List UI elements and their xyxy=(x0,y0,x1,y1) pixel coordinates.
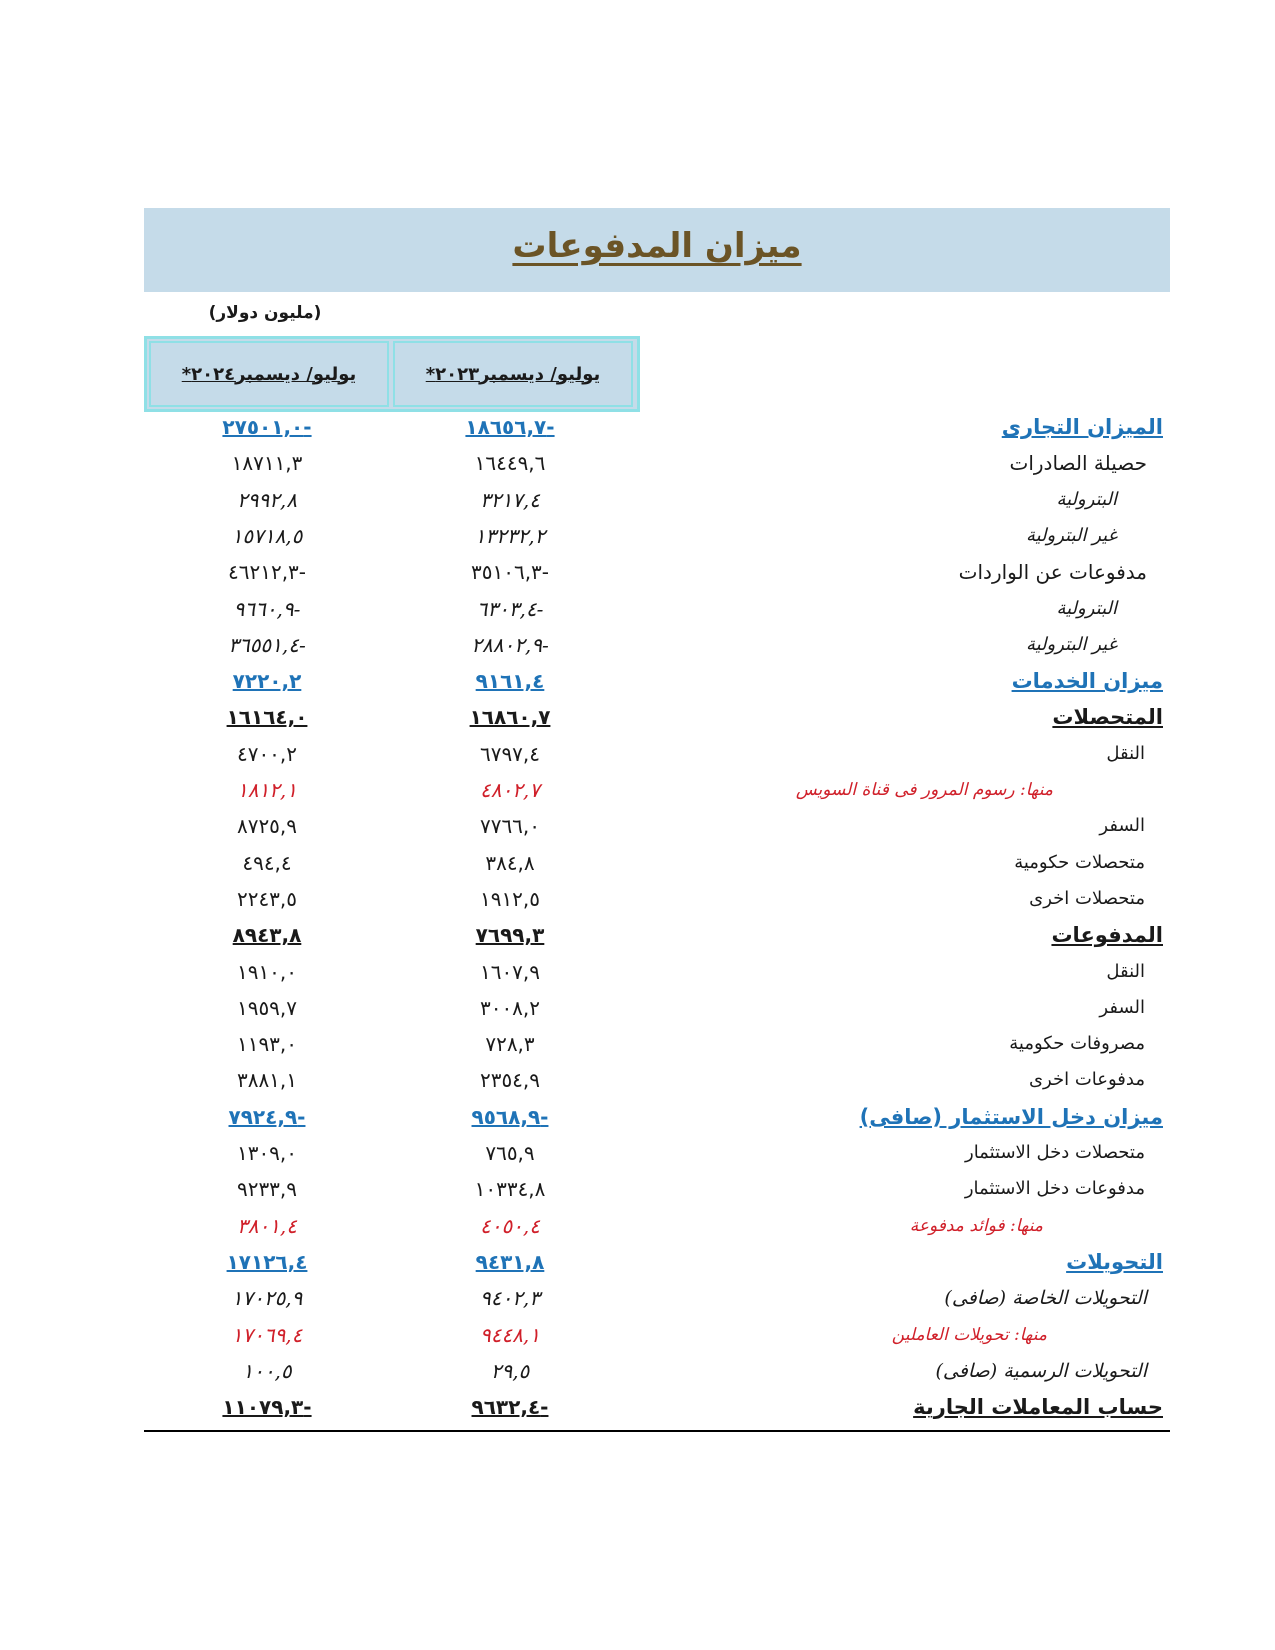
value-2024: ١٨١٢,١ xyxy=(236,778,298,802)
value-2024: ٤٧٠٠,٢ xyxy=(236,741,298,766)
value-2023: ٢٣٥٤,٩ xyxy=(479,1068,541,1093)
value-2023: ٣٥١٠٦,٣- xyxy=(470,560,550,585)
table-row xyxy=(0,990,1275,1026)
value-2023: ٢٨٨٠٢,٩- xyxy=(471,632,549,657)
value-2024: ٣٦٥٥١,٤- xyxy=(228,632,306,657)
column-header-2023: يوليو/ ديسمبر٢٠٢٣* xyxy=(393,341,633,407)
value-2023: ١٦٨٦٠,٧ xyxy=(469,705,551,730)
value-2024: ١٥٧١٨,٥ xyxy=(231,523,303,548)
row-label: السفر xyxy=(1099,815,1145,837)
table-row xyxy=(0,699,1275,735)
value-2023: ٢٩,٥ xyxy=(490,1358,530,1383)
row-label: البترولية xyxy=(1056,597,1117,619)
value-2024: ٢٧٥٠١,٠- xyxy=(222,415,312,439)
value-2023: ١٦٤٤٩,٦ xyxy=(474,451,546,476)
table-row xyxy=(0,1062,1275,1098)
row-label: النقل xyxy=(1106,960,1145,982)
row-label: متحصلات دخل الاستثمار xyxy=(965,1142,1145,1163)
row-label: البترولية xyxy=(1056,488,1117,510)
value-2023: ٩٤٤٨,١ xyxy=(479,1322,541,1347)
value-2024: ٣٨٠١,٤ xyxy=(236,1213,298,1238)
value-2023: ٤٠٥٠,٤ xyxy=(479,1213,541,1238)
value-2024: ١٦١٦٤,٠ xyxy=(226,705,308,730)
table-row xyxy=(0,1099,1275,1135)
table-row xyxy=(0,591,1275,627)
table-row xyxy=(0,518,1275,554)
row-label: غير البترولية xyxy=(1025,633,1117,655)
value-2023: ٧٧٦٦,٠ xyxy=(479,814,541,839)
value-2024: ٢٩٩٢,٨ xyxy=(236,487,298,512)
table-row xyxy=(0,1208,1275,1244)
row-label: منها: رسوم المرور فى قناة السويس xyxy=(795,780,1053,800)
value-2023: ٩٥٦٨,٩- xyxy=(471,1104,549,1129)
row-label: متحصلات اخرى xyxy=(1029,887,1145,909)
table-row xyxy=(0,917,1275,953)
table-row xyxy=(0,1026,1275,1062)
row-label: ميزان دخل الاستثمار (صافى) xyxy=(859,1104,1163,1129)
value-2023: ٧٢٨,٣ xyxy=(485,1032,535,1057)
table-row xyxy=(0,1171,1275,1207)
table-row xyxy=(0,736,1275,772)
column-header-box xyxy=(144,336,640,412)
value-2023: ١٩١٢,٥ xyxy=(479,886,541,911)
table-row xyxy=(0,482,1275,518)
table-row xyxy=(0,554,1275,590)
value-2024: ١٧١٢٦,٤ xyxy=(226,1249,308,1274)
table-row xyxy=(0,1280,1275,1316)
value-2024: ١٧٠٢٥,٩ xyxy=(231,1286,303,1311)
value-2024: ٤٩٤,٤ xyxy=(242,850,292,875)
table-row xyxy=(0,772,1275,808)
value-2023: ٣٨٤,٨ xyxy=(485,850,535,875)
table-row xyxy=(0,1135,1275,1171)
table-row xyxy=(0,881,1275,917)
value-2024: ١١٠٧٩,٣- xyxy=(222,1395,312,1420)
value-2024: ٢٢٤٣,٥ xyxy=(236,886,298,911)
table-row xyxy=(0,1389,1275,1425)
value-2023: ٩١٦١,٤ xyxy=(475,669,545,694)
value-2023: ١٨٦٥٦,٧- xyxy=(465,415,555,439)
row-label: حساب المعاملات الجارية xyxy=(913,1395,1163,1420)
table-bottom-rule xyxy=(144,1430,1170,1432)
table-row xyxy=(0,663,1275,699)
row-label: التحويلات xyxy=(1066,1249,1163,1274)
row-label: مصروفات حكومية xyxy=(1009,1033,1145,1055)
table-row xyxy=(0,845,1275,881)
value-2024: ١٩١٠,٠ xyxy=(236,959,298,984)
value-2023: ١٦٠٧,٩ xyxy=(479,959,541,984)
row-label: التحويلات الرسمية (صافى) xyxy=(935,1359,1147,1382)
value-2024: ١٨٧١١,٣ xyxy=(231,451,303,476)
row-label: غير البترولية xyxy=(1025,524,1117,546)
value-2024: ١١٩٣,٠ xyxy=(236,1032,298,1057)
value-2023: ٣٢١٧,٤ xyxy=(479,487,541,512)
value-2023: ٤٨٠٢,٧ xyxy=(479,778,541,802)
title-band xyxy=(144,208,1170,292)
value-2023: ٧٦٥,٩ xyxy=(485,1141,535,1165)
value-2023: ١٠٣٣٤,٨ xyxy=(474,1177,546,1202)
row-label: السفر xyxy=(1099,996,1145,1018)
value-2023: ٦٧٩٧,٤ xyxy=(479,741,541,766)
value-2023: ٩٤٣١,٨ xyxy=(475,1249,545,1274)
row-label: المدفوعات xyxy=(1051,923,1163,948)
value-2023: ١٣٢٣٢,٢ xyxy=(474,523,546,548)
table-row xyxy=(0,627,1275,663)
value-2024: ٧٩٢٤,٩- xyxy=(228,1104,306,1129)
value-2024: ٤٦٢١٢,٣- xyxy=(227,560,307,585)
value-2024: ٣٨٨١,١ xyxy=(236,1068,298,1093)
unit-label: (مليون دولار) xyxy=(208,303,322,323)
value-2024: ٧٢٢٠,٢ xyxy=(232,669,302,694)
row-label: مدفوعات اخرى xyxy=(1028,1069,1145,1091)
row-label: مدفوعات عن الواردات xyxy=(958,560,1147,585)
row-label: منها: تحويلات العاملين xyxy=(891,1324,1047,1345)
row-label: منها: فوائد مدفوعة xyxy=(909,1215,1043,1236)
value-2024: ٨٩٤٣,٨ xyxy=(232,923,302,948)
column-header-2024: يوليو/ ديسمبر٢٠٢٤* xyxy=(149,341,389,407)
value-2023: ٧٦٩٩,٣ xyxy=(475,923,545,948)
value-2023: ٩٤٠٢,٣ xyxy=(479,1286,541,1311)
table-row xyxy=(0,1353,1275,1389)
table-row xyxy=(0,808,1275,844)
value-2023: ٦٣٠٣,٤- xyxy=(476,596,544,621)
row-label: متحصلات حكومية xyxy=(1014,851,1145,873)
row-label: حصيلة الصادرات xyxy=(1009,451,1147,476)
row-label: المتحصلات xyxy=(1052,705,1163,730)
row-label: النقل xyxy=(1106,742,1145,764)
table-row xyxy=(0,409,1275,445)
value-2024: ١٧٠٦٩,٤ xyxy=(231,1322,303,1347)
value-2023: ٣٠٠٨,٢ xyxy=(479,995,541,1020)
value-2024: ٨٧٢٥,٩ xyxy=(236,814,298,839)
row-label: التحويلات الخاصة (صافى) xyxy=(944,1287,1147,1310)
table-row xyxy=(0,445,1275,481)
table-row xyxy=(0,1244,1275,1280)
page-title: ميزان المدفوعات xyxy=(512,226,802,266)
row-label: ميزان الخدمات xyxy=(1011,669,1163,694)
value-2024: ١٣٠٩,٠ xyxy=(236,1141,298,1165)
row-label: الميزان التجارى xyxy=(1001,415,1163,439)
value-2024: ٩٦٦٠,٩- xyxy=(233,596,301,621)
value-2024: ٩٢٣٣,٩ xyxy=(236,1177,298,1202)
value-2024: ١٩٥٩,٧ xyxy=(236,995,298,1020)
table-row xyxy=(0,954,1275,990)
value-2024: ١٠٠,٥ xyxy=(242,1358,292,1383)
table-row xyxy=(0,1317,1275,1353)
row-label: مدفوعات دخل الاستثمار xyxy=(964,1178,1145,1200)
value-2023: ٩٦٣٢,٤- xyxy=(471,1395,549,1420)
